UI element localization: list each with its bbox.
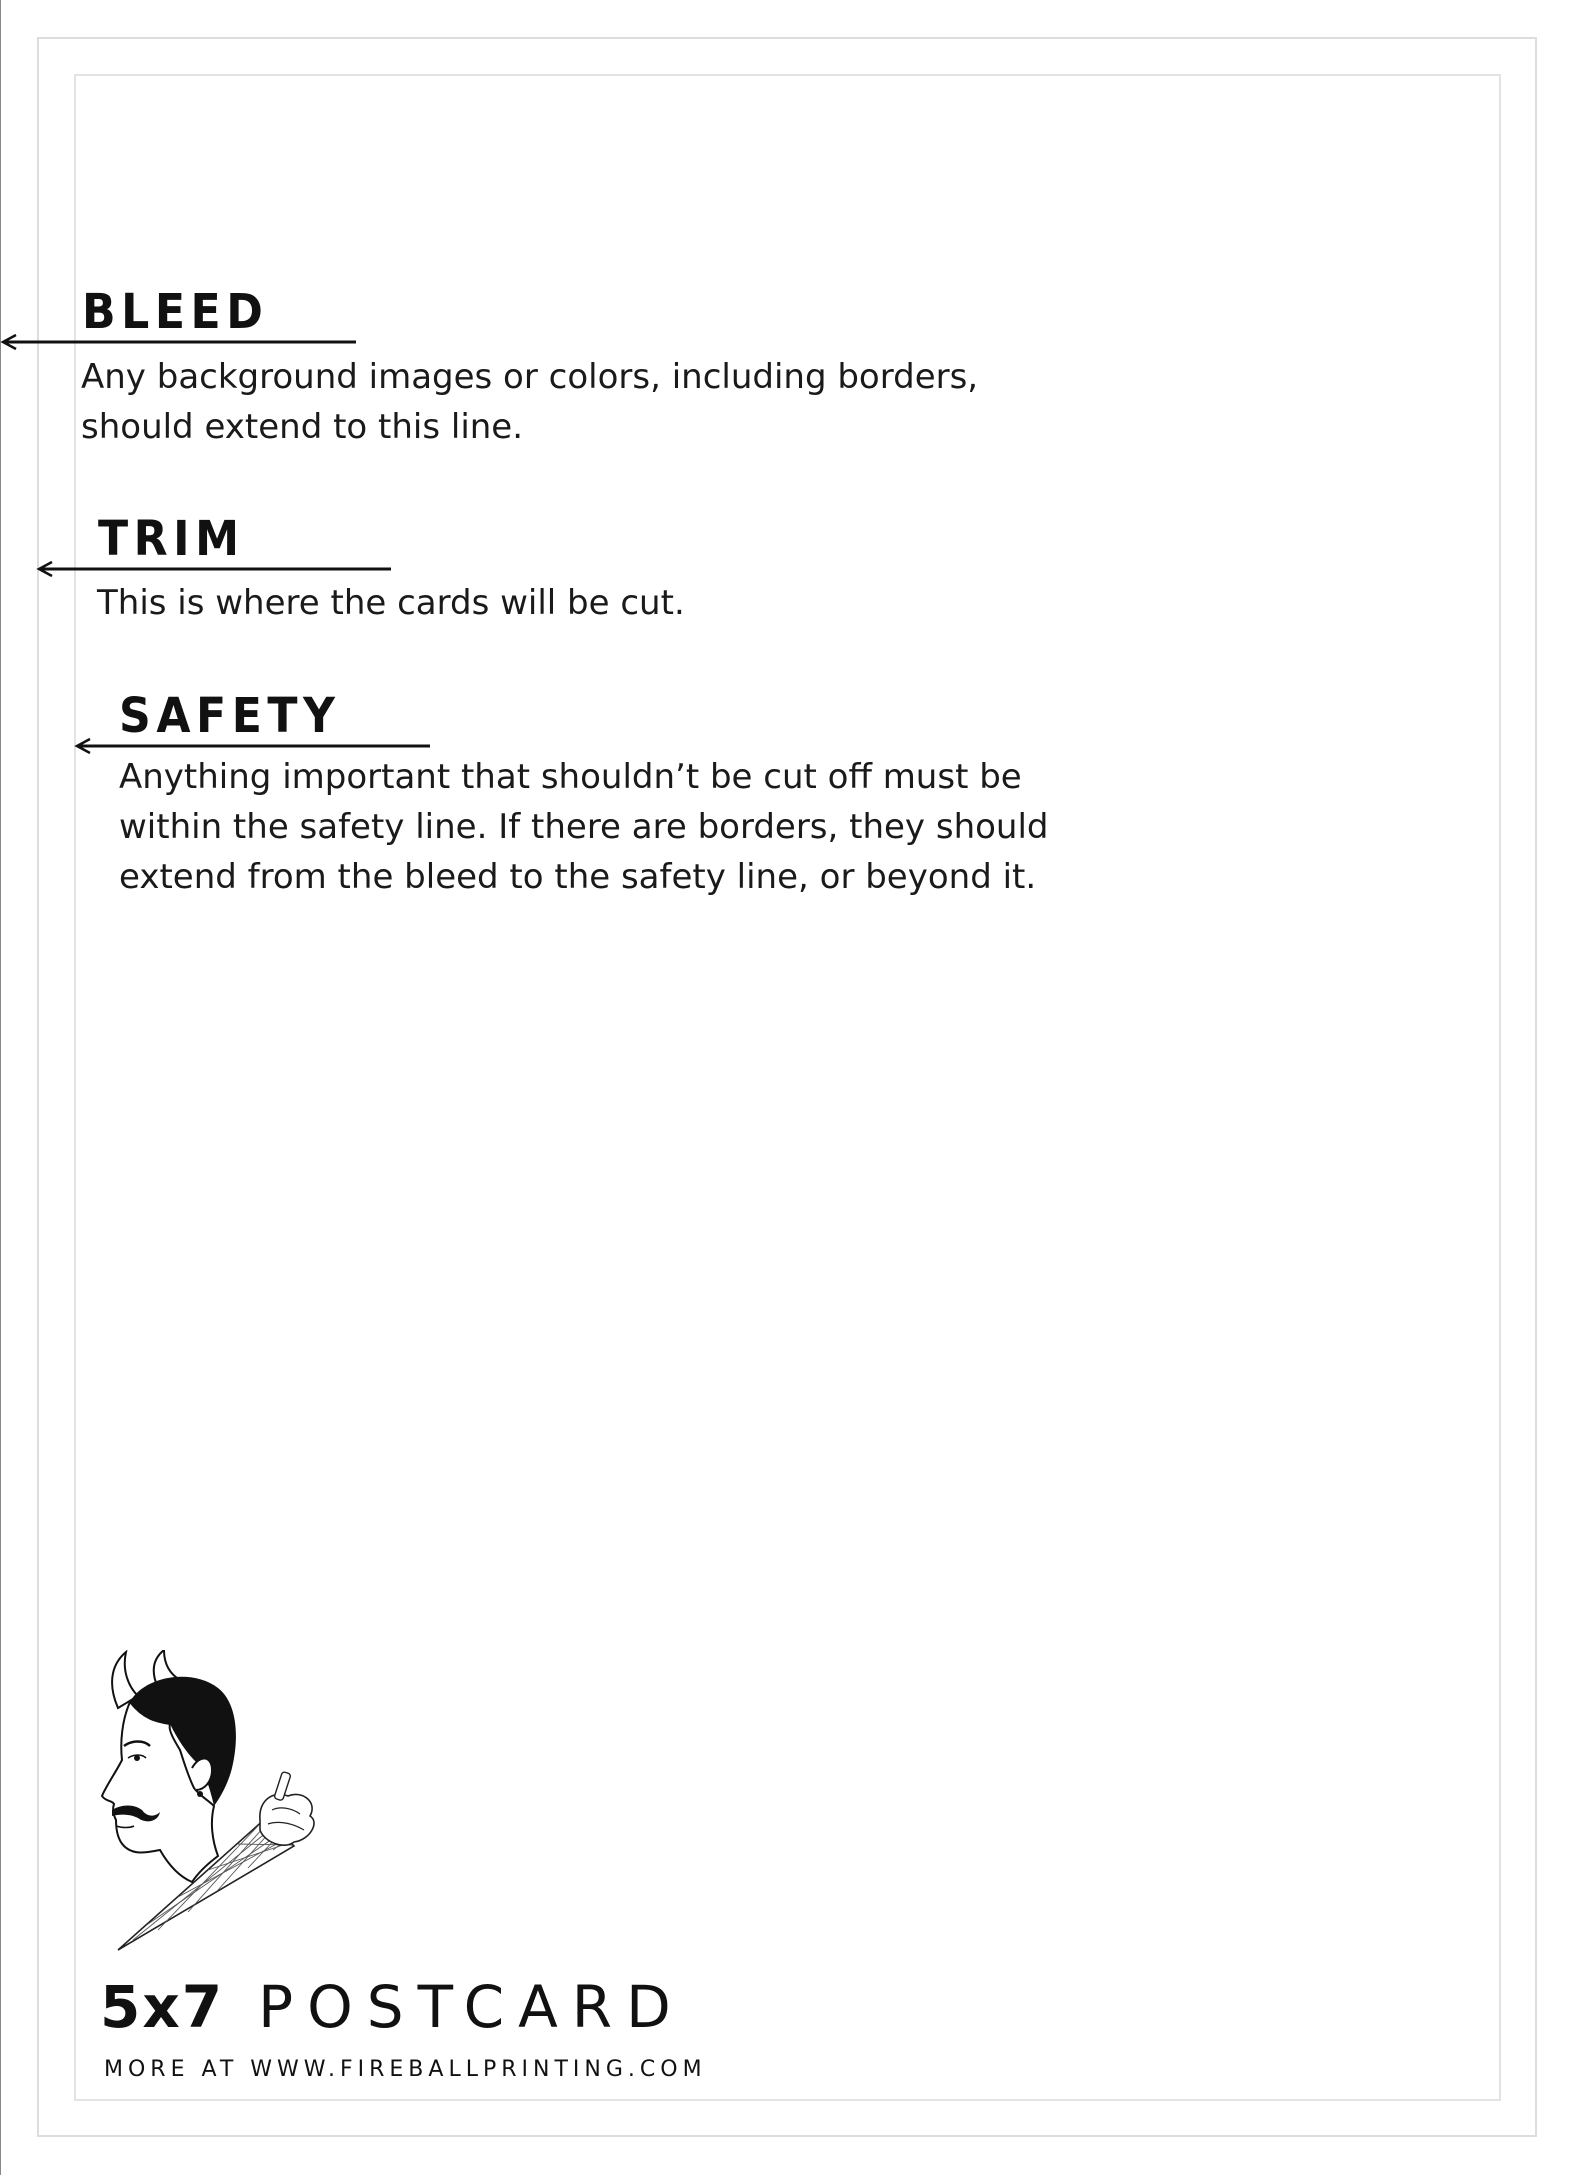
product-title [100, 1973, 685, 2041]
trim-heading: TRIM [98, 511, 245, 567]
trim-arrow-icon [36, 559, 394, 579]
bleed-heading: BLEED [82, 284, 269, 340]
product-type-label: POSTCARD [258, 1973, 685, 2041]
bleed-line [0, 0, 1, 2175]
product-size-label: 5x7 [100, 1973, 225, 2041]
bleed-description-line-1: Any background images or colors, including borders, [81, 357, 979, 397]
safety-description-line-3: extend from the bleed to the safety line, or beyond it. [119, 857, 1037, 897]
trim-description: This is where the cards will be cut. [97, 583, 685, 623]
website-link[interactable]: MORE AT WWW.FIREBALLPRINTING.COM [104, 2057, 707, 2082]
safety-description-line-1: Anything important that shouldn’t be cut off must be [119, 757, 1022, 797]
devil-mascot-logo-icon [88, 1650, 328, 1960]
bleed-arrow-icon [0, 332, 360, 352]
safety-heading: SAFETY [119, 688, 341, 744]
safety-description [119, 752, 1049, 902]
bleed-description [81, 352, 978, 452]
safety-description-line-2: within the safety line. If there are borders, they should [119, 807, 1049, 847]
bleed-description-line-2: should extend to this line. [81, 407, 524, 447]
